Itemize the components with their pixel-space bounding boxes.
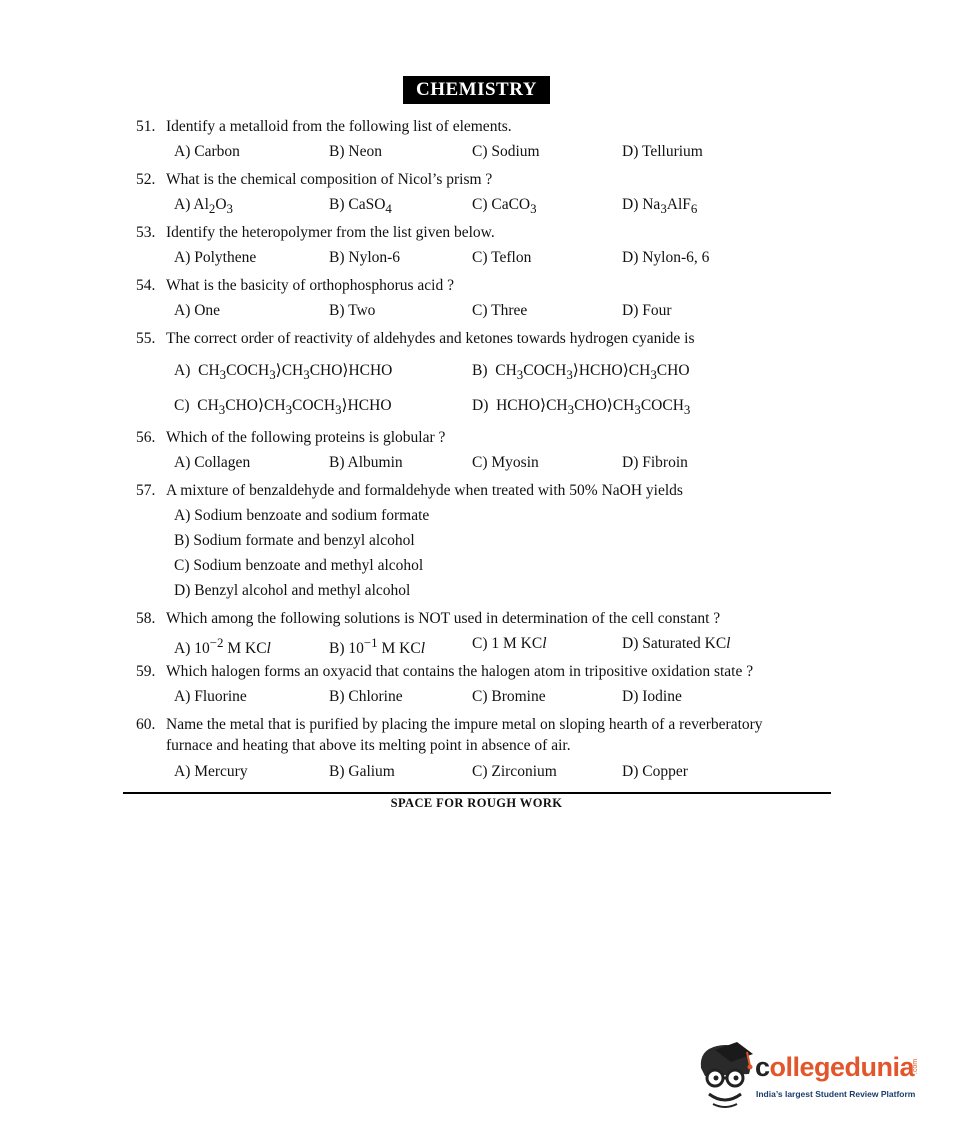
question-56-text: Which of the following proteins is globular ?: [166, 429, 446, 446]
q57-option-b: B) Sodium formate and benzyl alcohol: [174, 532, 415, 549]
q54-option-d: D) Four: [622, 302, 672, 319]
q55-option-b: B) $CH_3COCH_3⟩HCHO⟩CH_3CHO$: [472, 362, 690, 383]
question-57: 57.: [136, 482, 156, 499]
q51-option-c: C) Sodium: [472, 143, 540, 160]
brand-tagline: India’s largest Student Review Platform: [756, 1089, 916, 1099]
q57-option-a: A) Sodium benzoate and sodium formate: [174, 507, 430, 524]
q55-option-d: D) $HCHO⟩CH_3CHO⟩CH_3COCH_3$: [472, 397, 691, 418]
divider-rule: [123, 792, 831, 794]
q60-option-c: C) Zirconium: [472, 763, 557, 780]
question-58-text: Which among the following solutions is NOT used in determination of the cell constant ?: [166, 610, 721, 627]
q53-option-b: B) Nylon-6: [329, 249, 401, 266]
q52-option-d: D) $Na_3AlF_6$: [622, 196, 698, 217]
question-52-text: What is the chemical composition of Nicol’s prism ?: [166, 171, 493, 188]
question-58: 58.: [136, 610, 156, 627]
q56-option-b: B) Albumin: [329, 454, 403, 471]
q58-option-b: B) $10^{-1}$ M KCl: [329, 635, 425, 658]
question-60-text: Name the metal that is purified by placing the impure metal on sloping hearth of a reverberatory: [166, 716, 763, 733]
question-59-text: Which halogen forms an oxyacid that contains the halogen atom in tripositive oxidation state ?: [166, 663, 754, 680]
question-55: 55.: [136, 330, 156, 347]
q53-option-d: D) Nylon-6, 6: [622, 249, 710, 266]
q52-option-a: A) $Al_2O_3$: [174, 196, 233, 217]
q57-option-d: D) Benzyl alcohol and methyl alcohol: [174, 582, 411, 599]
question-55-text: The correct order of reactivity of aldehydes and ketones towards hydrogen cyanide is: [166, 330, 695, 347]
q53-option-c: C) Teflon: [472, 249, 532, 266]
q54-option-c: C) Three: [472, 302, 528, 319]
rough-work-label: SPACE FOR ROUGH WORK: [390, 796, 563, 810]
q60-option-d: D) Copper: [622, 763, 688, 780]
question-54: 54.: [136, 277, 156, 294]
q59-option-d: D) Iodine: [622, 688, 682, 705]
q52-option-b: B) CaSO$_4$: [329, 196, 392, 217]
q55-option-c: C) $CH_3CHO⟩CH_3COCH_3⟩HCHO$: [174, 397, 392, 418]
q57-option-c: C) Sodium benzoate and methyl alcohol: [174, 557, 424, 574]
brand-name: collegedunia: [755, 1052, 915, 1082]
question-60-text-line2: furnace and heating that above its melting point in absence of air.: [166, 737, 571, 754]
q59-option-c: C) Bromine: [472, 688, 546, 705]
q58-option-c: C) 1 M KCl: [472, 635, 547, 652]
brand-com: .com: [912, 1058, 920, 1075]
question-60: 60.: [136, 716, 156, 733]
q59-option-a: A) Fluorine: [174, 688, 247, 705]
question-52: 52.: [136, 171, 156, 188]
q58-option-d: D) Saturated KCl: [622, 635, 731, 652]
question-57-text: A mixture of benzaldehyde and formaldehyde when treated with 50% NaOH yields: [166, 482, 683, 499]
q58-option-a: A) $10^{-2}$ M KCl: [174, 635, 271, 658]
q56-option-c: C) Myosin: [472, 454, 539, 471]
question-56: 56.: [136, 429, 156, 446]
q51-option-b: B) Neon: [329, 143, 382, 160]
q54-option-b: B) Two: [329, 302, 376, 319]
q56-option-a: A) Collagen: [174, 454, 251, 471]
question-53: 53.: [136, 224, 156, 241]
question-53-text: Identify the heteropolymer from the list given below.: [166, 224, 495, 241]
q53-option-a: A) Polythene: [174, 249, 257, 266]
q60-option-a: A) Mercury: [174, 763, 248, 780]
q56-option-d: D) Fibroin: [622, 454, 688, 471]
question-59: 59.: [136, 663, 156, 680]
question-54-text: What is the basicity of orthophosphorus acid ?: [166, 277, 454, 294]
question-51-text: Identify a metalloid from the following list of elements.: [166, 118, 512, 135]
q55-option-a: A) $CH_3COCH_3⟩CH_3CHO⟩HCHO$: [174, 362, 393, 383]
q51-option-d: D) Tellurium: [622, 143, 703, 160]
question-51: 51.: [136, 118, 156, 135]
q51-option-a: A) Carbon: [174, 143, 240, 160]
q54-option-a: A) One: [174, 302, 221, 319]
q52-option-c: C) CaCO$_3$: [472, 196, 537, 217]
q59-option-b: B) Chlorine: [329, 688, 403, 705]
mascot-icon: [701, 1042, 753, 1107]
q60-option-b: B) Galium: [329, 763, 395, 780]
section-title: CHEMISTRY: [403, 76, 550, 104]
